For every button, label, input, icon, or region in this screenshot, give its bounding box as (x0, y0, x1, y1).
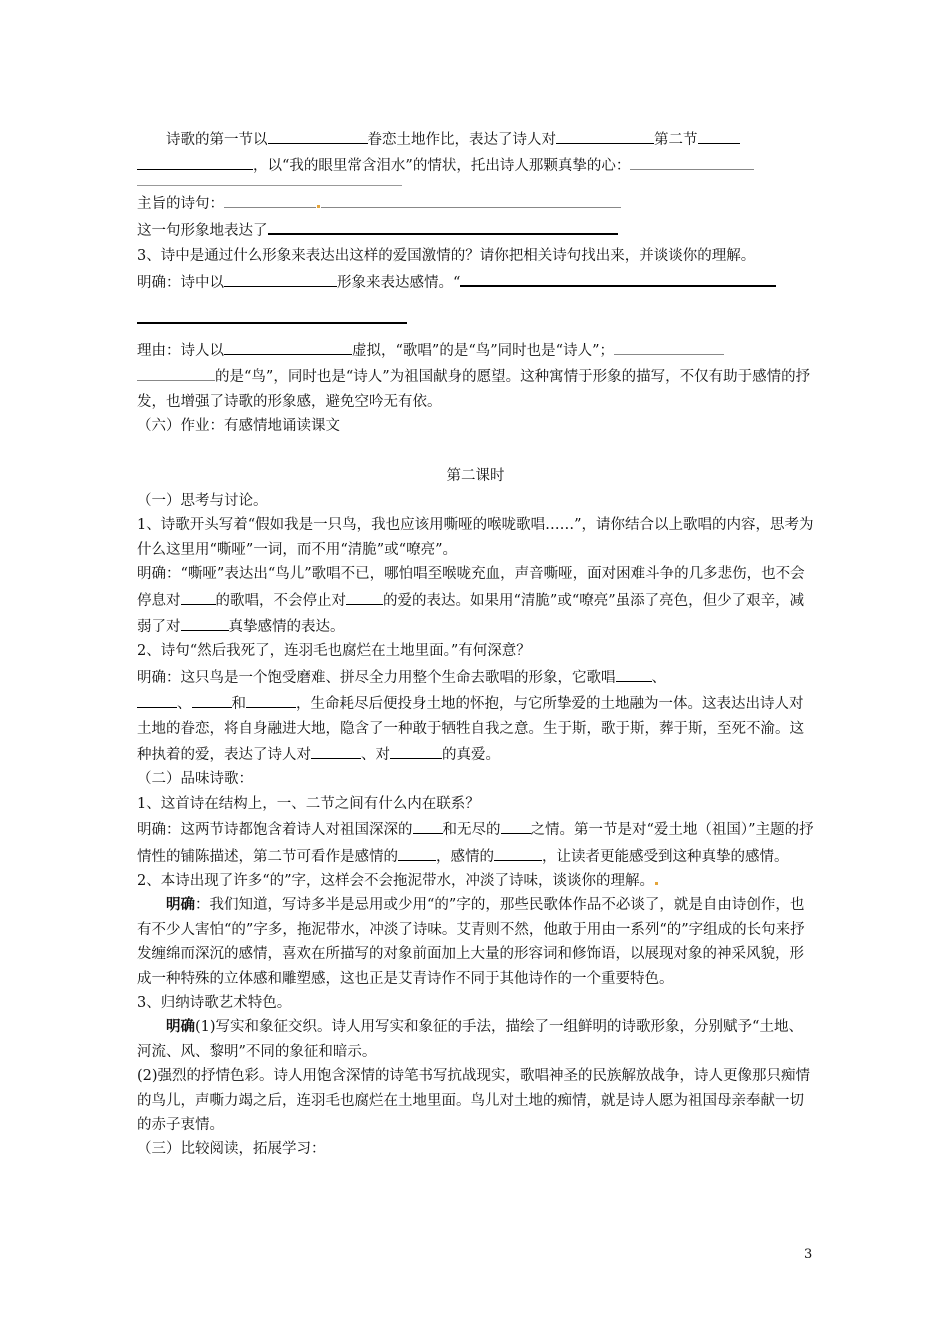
fill-blank[interactable] (268, 126, 368, 144)
text-run: 、 (177, 696, 192, 713)
part-2-a2 (137, 893, 814, 991)
text-run: ：我们知道，写诗多半是忌用或少用“的”字的，那些民歌体作品不必谈了，就是自由诗创作，也有不少人害怕“的”字多，拖泥带水，冲淡了诗味。艾青则不然，他敢于用由一系列“的”字组成的长句来抒发缠绵而深沉的感情，喜欢在所描写的对象前面加上大量的形容词和修饰语，以展现对象的神采风貌，形成一种特殊的立体感和雕塑感，这也正是艾青诗作不同于其他诗作的一个重要特色。 (137, 897, 805, 987)
fill-blank[interactable] (181, 587, 216, 605)
theme-line (137, 190, 814, 216)
fill-blank[interactable] (614, 337, 724, 355)
text-run: 之情。第一节是对“爱土地（祖国）”主题的抒情性的铺陈描述，第二节可看作是感情的 (137, 822, 814, 865)
part-1-a2 (137, 664, 814, 768)
part-2-heading: （二）品味诗歌： (137, 771, 253, 788)
part-2-q2 (137, 869, 814, 893)
fill-blank[interactable] (268, 216, 618, 235)
text-run: 、对 (361, 746, 390, 763)
marker-dot (655, 882, 658, 885)
text-run: ，以“我的眼里常含泪水”的情状，托出诗人那颗真挚的心： (253, 158, 631, 175)
fill-blank[interactable] (556, 126, 654, 144)
part-2-a1 (137, 816, 814, 869)
document-body (137, 126, 814, 1162)
text-run: (1)写实和象征交织。诗人用写实和象征的手法，描绘了一组鲜明的诗歌形象，分别赋予“土地、河流、风、黎明”不同的象征和暗示。 (137, 1019, 803, 1060)
fill-blank[interactable] (630, 152, 754, 170)
text-run: 主旨的诗句： (137, 195, 224, 212)
text-run: ，让读者更能感受到这种真挚的感情。 (542, 848, 789, 865)
answer-label: 明确 (166, 1018, 195, 1036)
fill-blank[interactable] (246, 690, 296, 708)
part-2-q1: 1、这首诗在结构上，一、二节之间有什么内在联系？ (137, 795, 480, 812)
text-run: ，感情的 (436, 848, 494, 865)
answer-3 (137, 268, 814, 333)
part-1-q1: 1、诗歌开头写着“假如我是一只鸟，我也应该用嘶哑的喉咙歌唱……”，请你结合以上歌唱的内容，思考为什么这里用“嘶哑”一词，而不用“清脆”或“嘹亮”。 (137, 517, 814, 558)
answer-label: 明确 (166, 896, 195, 914)
text-run: 明确：这只鸟是一个饱受磨难、拼尽全力用整个生命去歌唱的形象，它歌唱 (137, 669, 616, 686)
text-run: 的真爱。 (442, 746, 500, 763)
marker-dot (317, 205, 320, 208)
text-run: 明确：诗中以 (137, 275, 224, 292)
text-run: 和 (231, 696, 246, 713)
section-title: 第二课时 (446, 468, 505, 485)
fill-blank[interactable] (390, 741, 442, 759)
fill-blank[interactable] (346, 587, 383, 605)
text-run: 诗歌的第一节以 (166, 132, 268, 148)
text-run: 眷恋土地作比，表达了诗人对 (367, 132, 556, 148)
part-3-heading: （三）比较阅读，拓展学习： (137, 1141, 326, 1158)
fill-blank[interactable] (321, 190, 621, 208)
fill-blank[interactable] (413, 816, 443, 834)
text-run: 和无尽的 (442, 822, 501, 839)
part-1-q2: 2、诗句“然后我死了，连羽毛也腐烂在土地里面。”有何深意？ (137, 643, 531, 660)
text-run: 的是“鸟”，同时也是“诗人”为祖国献身的愿望。这种寓情于形象的描写，不仅有助于感情的抒发，也增强了诗歌的形象感，避免空吟无有依。 (137, 369, 811, 410)
fill-blank[interactable] (460, 268, 776, 287)
text-run: 的爱的表达。如果用“清脆”或“嘹亮”虽添了亮色，但少了艰辛，减弱了对 (137, 592, 805, 635)
text-run: 明确：这两节诗都饱含着诗人对祖国深深的 (137, 822, 413, 839)
fill-blank[interactable] (398, 843, 436, 861)
fill-blank[interactable] (224, 190, 316, 208)
fill-blank[interactable] (311, 741, 361, 759)
part-2-a3-2: (2)强烈的抒情色彩。诗人用饱含深情的诗笔书写抗战现实，歌唱神圣的民族解放战争，诗人更像那只痴情的鸟儿，声嘶力竭之后，连羽毛也腐烂在土地里面。鸟儿对土地的痴情，就是诗人愿为祖国母亲奉献一切的赤子衷情。 (137, 1068, 811, 1134)
express-line (137, 216, 814, 243)
text-run: 第二节 (654, 132, 698, 148)
page-number: 3 (804, 1247, 813, 1262)
fill-blank[interactable] (137, 152, 253, 170)
fill-blank[interactable] (224, 337, 352, 355)
paragraph-summary (137, 126, 814, 179)
text-run: 真挚感情的表达。 (228, 618, 345, 635)
fill-blank[interactable] (192, 690, 232, 708)
fill-blank[interactable] (137, 363, 215, 381)
part-2-q3: 3、归纳诗歌艺术特色。 (137, 995, 292, 1011)
part-1-heading: （一）思考与讨论。 (137, 492, 268, 509)
fill-blank[interactable] (494, 843, 542, 861)
part-2-a3-1 (137, 1015, 814, 1064)
fill-blank[interactable] (698, 126, 740, 144)
fill-blank[interactable] (501, 816, 531, 834)
text-run: 理由：诗人以 (137, 342, 224, 359)
text-run: 形象来表达感情。“ (337, 275, 461, 292)
text-run: 虚拟，“歌唱”的是“鸟”同时也是“诗人”； (352, 342, 614, 359)
text-run: 明确：“嘶哑”表达出“鸟儿”歌唱不已，哪怕唱至喉咙充血，声音嘶哑，面对困难斗争的几多悲伤，也不会停息对 (137, 566, 805, 609)
fill-blank[interactable] (137, 690, 177, 708)
text-run: 的歌唱，不会停止对 (215, 592, 346, 609)
reason-paragraph (137, 337, 814, 414)
fill-blank[interactable] (616, 664, 652, 682)
fill-blank[interactable] (137, 305, 407, 324)
fill-blank[interactable] (181, 613, 229, 631)
text-run: ，生命耗尽后便投身土地的怀抱，与它所挚爱的土地融为一体。这表达出诗人对土地的眷恋，将自身融进大地，隐含了一种敢于牺牲自我之意。生于斯，歌于斯，葬于斯，至死不渝。这种执着的爱，表达了诗人对 (137, 696, 804, 763)
text-run: 、 (651, 669, 666, 686)
part-1-a1 (137, 562, 814, 639)
question-3: 3、诗中是通过什么形象来表达出这样的爱国激情的？请你把相关诗句找出来，并谈谈你的理解。 (137, 247, 756, 264)
text-run: 这一句形象地表达了 (137, 223, 268, 240)
homework: （六）作业：有感情地诵读课文 (137, 418, 340, 435)
gray-rule (137, 179, 402, 186)
fill-blank[interactable] (224, 269, 337, 287)
text-run: 2、本诗出现了许多“的”字，这样会不会拖泥带水，冲淡了诗味，谈谈你的理解。 (137, 872, 655, 889)
